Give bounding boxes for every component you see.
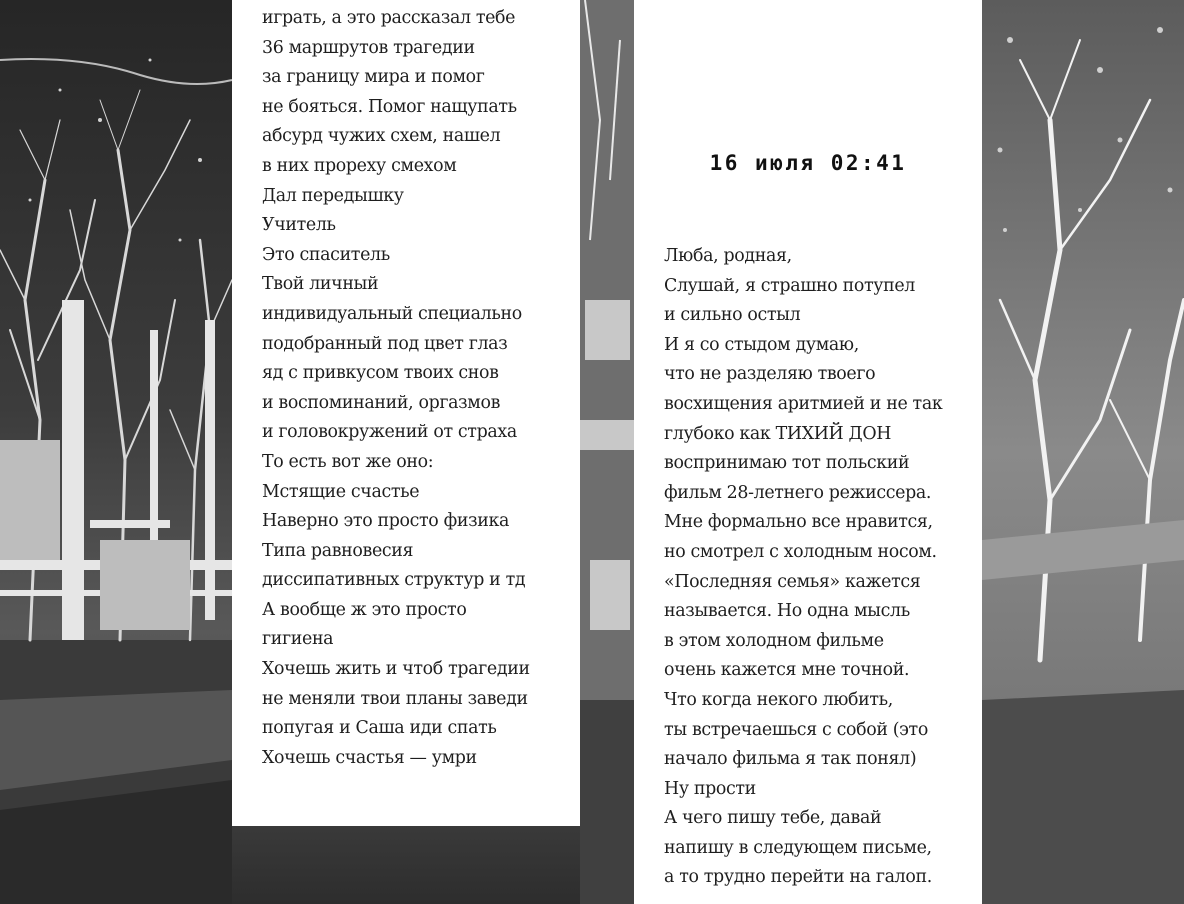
text-line: Что когда некого любить,	[664, 689, 893, 710]
text-line: То есть вот же оно:	[262, 451, 434, 472]
text-line: играть, а это рассказал тебе	[262, 8, 516, 28]
text-line: что не разделяю твоего	[664, 364, 876, 385]
text-line: в этом холодном фильме	[664, 630, 884, 651]
text-line: ты встречаешься с собой (это	[664, 719, 928, 740]
text-line: очень кажется мне точной.	[664, 660, 910, 681]
text-line: Хочешь счастья — умри	[262, 747, 477, 768]
text-line: а то трудно перейти на галоп.	[664, 867, 932, 888]
text-line: Это спаситель	[262, 244, 390, 265]
left-text-card	[232, 0, 580, 826]
text-line: называется. Но одна мысль	[664, 601, 910, 622]
text-line: 36 маршрутов трагедии	[262, 37, 475, 58]
text-line: и сильно остыл	[664, 305, 801, 326]
text-line: И я со стыдом думаю,	[664, 334, 859, 355]
text-line: и воспоминаний, оргазмов	[262, 392, 501, 413]
text-line: Твой личный	[262, 274, 379, 295]
text-line: воспринимаю тот польский	[664, 453, 910, 474]
text-line: индивидуальный специально	[262, 303, 522, 324]
text-line: диссипативных структур и тд	[262, 570, 526, 591]
text-line: попугая и Саша иди спать	[262, 718, 497, 739]
text-line: напишу в следующем письме,	[664, 837, 932, 858]
text-line: начало фильма я так понял)	[664, 749, 917, 770]
text-line: Люба, родная,	[664, 246, 792, 266]
text-line: фильм 28-летнего режиссера.	[664, 482, 932, 503]
text-line: Мстящие счастье	[262, 481, 420, 502]
text-line: яд с привкусом твоих снов	[262, 363, 499, 384]
text-line: но смотрел с холодным носом.	[664, 541, 937, 562]
text-line: абсурд чужих схем, нашел	[262, 126, 501, 147]
text-line: Слушай, я страшно потупел	[664, 275, 915, 296]
text-line: Типа равновесия	[262, 540, 414, 561]
text-line: гигиена	[262, 629, 334, 650]
right-letter-card	[634, 0, 982, 904]
text-line: А чего пишу тебе, давай	[664, 808, 882, 829]
text-line: подобранный под цвет глаз	[262, 333, 508, 354]
letter-date: 16 июля 02:41	[709, 151, 907, 175]
text-line: А вообще ж это просто	[262, 599, 467, 620]
text-line: за границу мира и помог	[262, 67, 485, 88]
text-line: Мне формально все нравится,	[664, 512, 933, 533]
text-line: Ну прости	[664, 778, 756, 799]
text-line: Дал передышку	[262, 185, 404, 206]
text-line: глубоко как ТИХИЙ ДОН	[664, 423, 892, 444]
text-line: не меняли твои планы заведи	[262, 688, 528, 709]
text-line: и головокружений от страха	[262, 422, 517, 443]
text-line: не бояться. Помог нащупать	[262, 96, 517, 117]
text-line: Наверно это просто физика	[262, 511, 510, 532]
text-line: Учитель	[262, 215, 336, 236]
text-line: в них прореху смехом	[262, 155, 457, 176]
letter-body-lines	[664, 242, 942, 893]
left-verse-lines	[262, 4, 580, 773]
text-line: «Последняя семья» кажется	[664, 571, 921, 592]
text-line: Хочешь жить и чтоб трагедии	[262, 659, 530, 680]
text-line: восхищения аритмией и не так	[664, 393, 943, 414]
